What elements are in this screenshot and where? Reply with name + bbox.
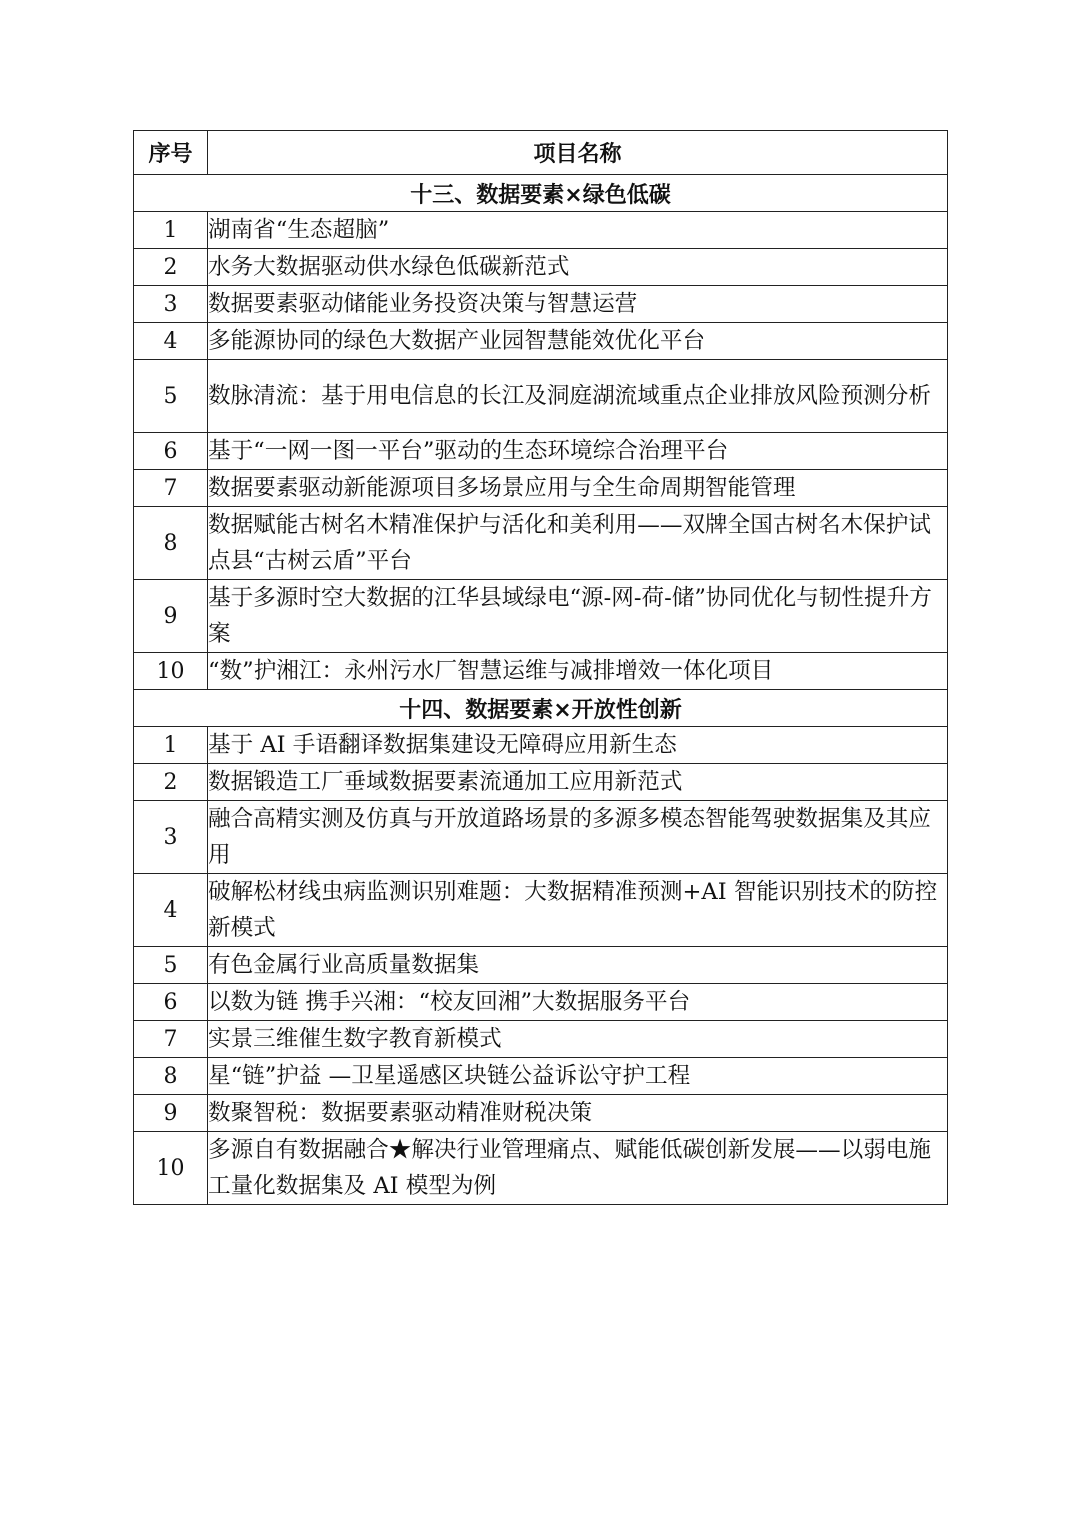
table-row	[134, 212, 948, 249]
row-no: 1	[134, 727, 208, 764]
row-name: 实景三维催生数字教育新模式	[208, 1021, 948, 1058]
table-row	[134, 947, 948, 984]
row-no: 6	[134, 433, 208, 470]
row-name: 数脉清流：基于用电信息的长江及洞庭湖流域重点企业排放风险预测分析	[208, 360, 948, 433]
section-row	[134, 690, 948, 727]
table-row	[134, 580, 948, 653]
row-no: 3	[134, 286, 208, 323]
table-row	[134, 323, 948, 360]
row-no: 10	[134, 653, 208, 690]
section-title: 十四、数据要素×开放性创新	[134, 690, 948, 727]
row-name: 数据锻造工厂垂域数据要素流通加工应用新范式	[208, 764, 948, 801]
row-name: 多源自有数据融合★解决行业管理痛点、赋能低碳创新发展——以弱电施工量化数据集及 AI 模型为例	[208, 1132, 948, 1205]
table-row	[134, 1132, 948, 1205]
table-row	[134, 727, 948, 764]
row-name: “数”护湘江：永州污水厂智慧运维与减排增效一体化项目	[208, 653, 948, 690]
table-row	[134, 1058, 948, 1095]
section-row	[134, 175, 948, 212]
table-row	[134, 286, 948, 323]
table-row	[134, 470, 948, 507]
row-name: 有色金属行业高质量数据集	[208, 947, 948, 984]
table-row	[134, 1021, 948, 1058]
row-no: 1	[134, 212, 208, 249]
row-name: 基于“一网一图一平台”驱动的生态环境综合治理平台	[208, 433, 948, 470]
row-no: 5	[134, 947, 208, 984]
row-name: 湖南省“生态超脑”	[208, 212, 948, 249]
header-no: 序号	[134, 131, 208, 175]
row-no: 2	[134, 764, 208, 801]
project-table	[133, 130, 948, 1205]
row-no: 8	[134, 1058, 208, 1095]
table-row	[134, 764, 948, 801]
row-name: 水务大数据驱动供水绿色低碳新范式	[208, 249, 948, 286]
table-row	[134, 507, 948, 580]
row-name: 星“链”护益 —卫星遥感区块链公益诉讼守护工程	[208, 1058, 948, 1095]
row-no: 6	[134, 984, 208, 1021]
row-no: 9	[134, 580, 208, 653]
row-no: 5	[134, 360, 208, 433]
row-no: 2	[134, 249, 208, 286]
table-row	[134, 801, 948, 874]
row-name: 数聚智税：数据要素驱动精准财税决策	[208, 1095, 948, 1132]
table-row	[134, 360, 948, 433]
table-row	[134, 1095, 948, 1132]
table-row	[134, 874, 948, 947]
row-no: 8	[134, 507, 208, 580]
row-no: 4	[134, 874, 208, 947]
row-no: 4	[134, 323, 208, 360]
table-header-row	[134, 131, 948, 175]
row-name: 数据要素驱动新能源项目多场景应用与全生命周期智能管理	[208, 470, 948, 507]
row-name: 数据赋能古树名木精准保护与活化和美利用——双牌全国古树名木保护试点县“古树云盾”平台	[208, 507, 948, 580]
table-row	[134, 984, 948, 1021]
row-no: 3	[134, 801, 208, 874]
row-no: 9	[134, 1095, 208, 1132]
row-name: 多能源协同的绿色大数据产业园智慧能效优化平台	[208, 323, 948, 360]
row-name: 基于 AI 手语翻译数据集建设无障碍应用新生态	[208, 727, 948, 764]
row-no: 7	[134, 1021, 208, 1058]
row-name: 基于多源时空大数据的江华县域绿电“源-网-荷-储”协同优化与韧性提升方案	[208, 580, 948, 653]
row-name: 融合高精实测及仿真与开放道路场景的多源多模态智能驾驶数据集及其应用	[208, 801, 948, 874]
table-row	[134, 653, 948, 690]
row-name: 数据要素驱动储能业务投资决策与智慧运营	[208, 286, 948, 323]
table-row	[134, 433, 948, 470]
row-name: 以数为链 携手兴湘：“校友回湘”大数据服务平台	[208, 984, 948, 1021]
header-name: 项目名称	[208, 131, 948, 175]
table-row	[134, 249, 948, 286]
row-name: 破解松材线虫病监测识别难题：大数据精准预测+AI 智能识别技术的防控新模式	[208, 874, 948, 947]
row-no: 10	[134, 1132, 208, 1205]
section-title: 十三、数据要素×绿色低碳	[134, 175, 948, 212]
row-no: 7	[134, 470, 208, 507]
